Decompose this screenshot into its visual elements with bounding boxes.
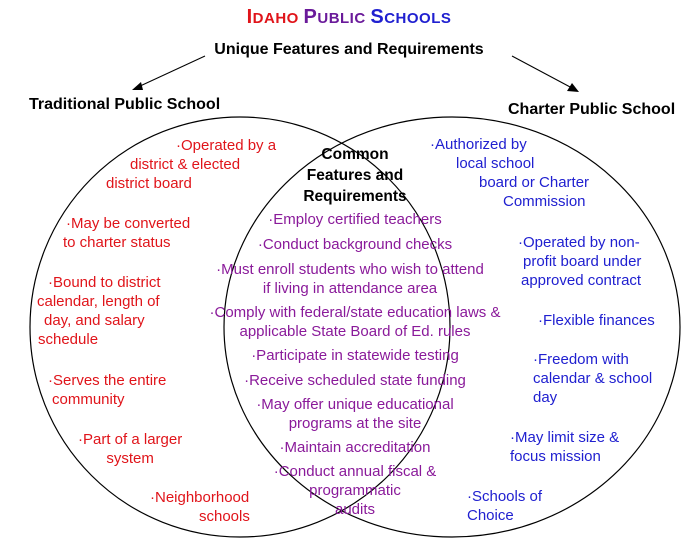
left-arrow-head xyxy=(132,82,143,90)
charter-item: ·Schools of Choice xyxy=(467,488,543,524)
title-part: P xyxy=(303,6,318,28)
common-item: ·Employ certified teachers xyxy=(268,211,442,228)
diagram-subtitle: Unique Features and Requirements xyxy=(214,41,484,58)
traditional-item: ·Part of a larger system xyxy=(78,431,183,467)
title-part: I xyxy=(246,6,253,28)
charter-item: ·Operated by non- profit board under approved contract xyxy=(518,234,642,289)
common-item: ·Must enroll students who wish to attend if living in attendance area xyxy=(216,261,484,297)
common-item: ·Conduct background checks xyxy=(257,236,453,253)
traditional-item: ·Neighborhood schools xyxy=(150,489,250,525)
common-item: ·Receive scheduled state funding xyxy=(244,372,466,389)
common-heading-line: Features and xyxy=(306,167,404,184)
common-item: ·Maintain accreditation xyxy=(279,439,431,456)
common-item: ·Participate in statewide testing xyxy=(251,347,459,364)
traditional-item: ·Operated by a district & elected district board xyxy=(106,137,277,192)
charter-item: ·May limit size & focus mission xyxy=(510,429,620,465)
title-part: DAHO xyxy=(252,10,304,27)
common-item: ·Conduct annual fiscal & programmatic audits xyxy=(273,463,437,518)
title-part: CHOOLS xyxy=(384,10,452,27)
right-arrow-head xyxy=(567,83,579,92)
page-title xyxy=(0,6,698,29)
right-arrow-shaft xyxy=(512,56,572,88)
traditional-item: ·Serves the entire community xyxy=(48,372,167,408)
charter-item: ·Flexible finances xyxy=(538,312,655,329)
common-item: ·Comply with federal/state education laws & applicable State Board of Ed. rules xyxy=(209,304,501,340)
traditional-item: ·May be converted to charter status xyxy=(63,215,191,251)
title-part: S xyxy=(370,6,385,28)
charter-item: ·Freedom with calendar & school day xyxy=(533,351,653,406)
common-heading-line: Common xyxy=(321,146,389,163)
left-arrow-shaft xyxy=(138,56,205,87)
traditional-item: ·Bound to district calendar, length of day, and salary schedule xyxy=(37,274,161,348)
common-heading xyxy=(260,144,450,207)
title-part: UBLIC xyxy=(317,10,371,27)
charter-label: Charter Public School xyxy=(508,101,676,118)
charter-item: ·Authorized by local school board or Charter Commission xyxy=(430,136,590,210)
common-item: ·May offer unique educational programs at the site xyxy=(256,396,454,432)
common-heading-line: Requirements xyxy=(303,188,407,205)
traditional-label: Traditional Public School xyxy=(29,96,221,113)
